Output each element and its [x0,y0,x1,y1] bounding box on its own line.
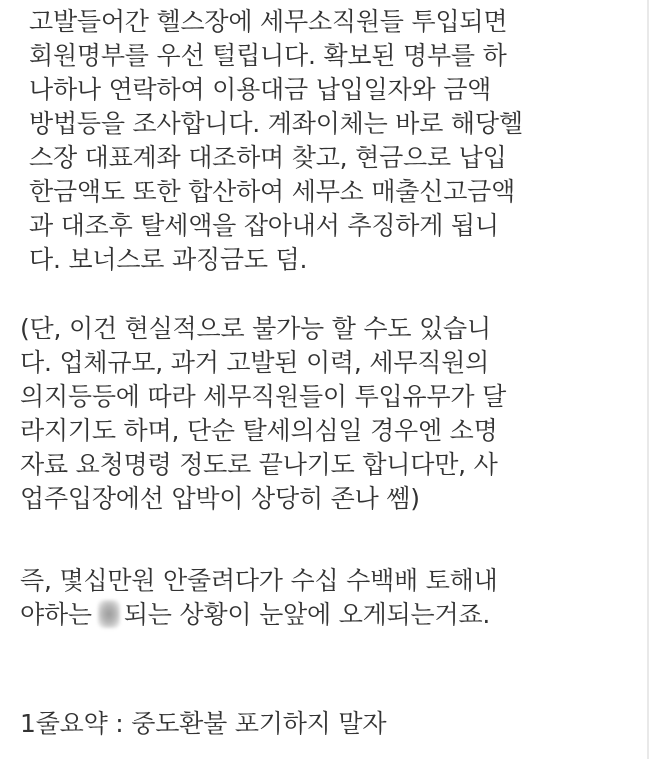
paragraph-1-line-7: 과 대조후 탈세액을 잡아내서 추징하게 됩니 [29,211,499,240]
paragraph-2-line-5: 자료 요청명령 정도로 끝나기도 합니다만, 사 [20,450,498,479]
paragraph-1-line-8: 다. 보너스로 과징금도 덤. [29,245,308,274]
paragraph-1-line-1: 고발들어간 헬스장에 세무소직원들 투입되면 [29,7,508,36]
paragraph-1-line-5: 스장 대표계좌 대조하며 찾고, 현금으로 납입 [29,143,507,172]
paragraph-2-line-6: 업주입장에선 압박이 상당히 존나 쎔) [20,484,420,513]
paragraph-1-line-3: 나하나 연락하여 이용대금 납입일자와 금액 [29,75,492,104]
summary-line: 1줄요약 : 중도환불 포기하지 말자 [20,709,387,738]
paragraph-2-line-4: 라지기도 하며, 단순 탈세의심일 경우엔 소명 [20,416,498,445]
paragraph-3-line-2-start: 야하는 [20,600,92,629]
paragraph-2-line-1: (단, 이건 현실적으로 불가능 할 수도 있습니 [20,314,491,343]
paragraph-3-line-2 [20,598,490,632]
paragraph-1-line-2: 회원명부를 우선 털립니다. 확보된 명부를 하 [29,41,507,70]
paragraph-2-line-3: 의지등등에 따라 세무직원들이 투입유무가 달 [20,382,507,411]
paragraph-3-line-2-end: 되는 상황이 눈앞에 오게되는거죠. [123,600,491,629]
paragraph-1-line-6: 한금액도 또한 합산하여 세무소 매출신고금액 [29,177,516,206]
paragraph-3-line-1: 즉, 몇십만원 안줄려다가 수십 수백배 토해내 [20,566,498,595]
paragraph-2-line-2: 다. 업체규모, 과거 고발된 이력, 세무직원의 [20,348,490,377]
blurred-word [98,600,120,628]
paragraph-1-line-4: 방법등을 조사합니다. 계좌이체는 바로 해당헬 [29,109,523,138]
